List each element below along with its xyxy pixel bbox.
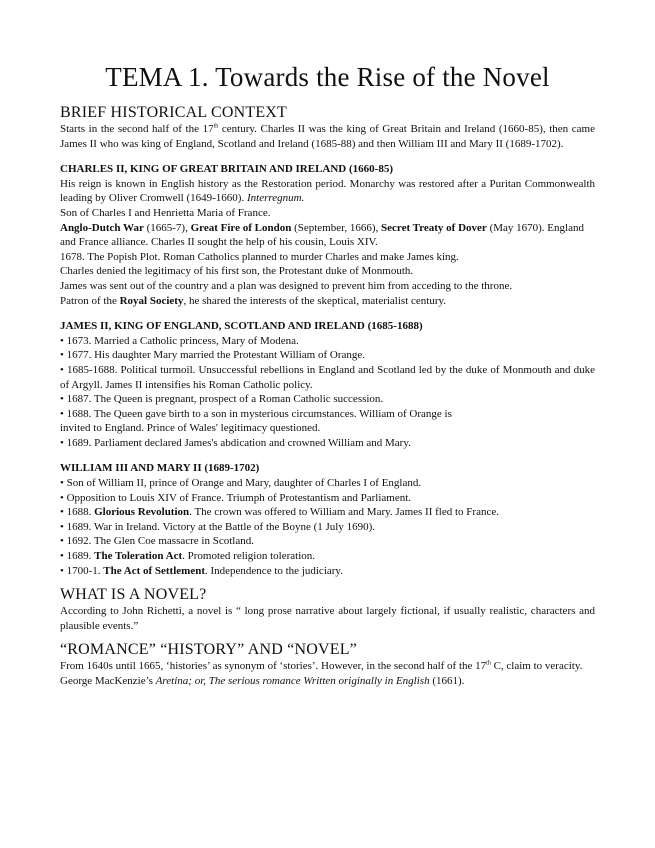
charles-line-3-text-1: (1665-7), (143, 221, 191, 234)
novel-paragraph: According to John Richetti, a novel is “ long prose narrative about largely fictional, if usually realistic, characters and plausible events.” (60, 605, 595, 632)
romance-superscript: th (486, 660, 491, 667)
toleration-act-bold: The Toleration Act (94, 550, 183, 563)
william-bullet-7 (60, 564, 595, 579)
romance-paragraph-2 (60, 674, 595, 689)
romance-heading: “ROMANCE” “HISTORY” AND “NOVEL” (60, 641, 357, 659)
interregnum-italic: Interregnum. (246, 192, 305, 205)
charles-section (60, 162, 595, 308)
william-heading: WILLIAM III AND MARY II (1689-1702) (60, 462, 260, 475)
charles-line-1 (60, 177, 595, 206)
william-bullet-7-text-2: . Independence to the judiciary. (205, 564, 343, 577)
brief-superscript: th (213, 123, 219, 130)
romance-text-2: C, claim to veracity. (490, 660, 583, 673)
document-page (60, 60, 595, 689)
treaty-of-dover-bold: Secret Treaty of Dover (381, 221, 487, 234)
william-bullet-6 (60, 549, 595, 564)
charles-line-1-text: His reign is known in English history as the Restoration period. Monarchy was restored after a Puritan Commonwealth leading by Oliver Cromwell (1649-1660). (60, 177, 595, 205)
william-bullet-7-text-1: • 1700-1. (60, 564, 104, 577)
romance-section (60, 641, 595, 688)
james-bullet-1: • 1673. Married a Catholic princess, Mary of Modena. (60, 334, 299, 347)
james-heading: JAMES II, KING OF ENGLAND, SCOTLAND AND IRELAND (1685-1688) (60, 320, 423, 333)
william-section (60, 461, 595, 578)
william-bullet-6-text-2: . Promoted religion toleration. (182, 550, 316, 563)
james-bullet-5a: • 1688. The Queen gave birth to a son in mysterious circumstances. William of Orange is (60, 407, 452, 420)
novel-section (60, 586, 595, 633)
romance-p2-text-2: (1661). (429, 675, 465, 687)
william-bullet-1: • Son of William II, prince of Orange and Mary, daughter of Charles I of England. (60, 477, 422, 490)
james-bullet-4: • 1687. The Queen is pregnant, prospect of a Roman Catholic succession. (60, 393, 384, 406)
william-bullet-3-text-2: . The crown was offered to William and Mary. James II fled to France. (189, 506, 499, 519)
charles-line-4: 1678. The Popish Plot. Roman Catholics planned to murder Charles and make James king. (60, 250, 459, 263)
william-bullet-2: • Opposition to Louis XIV of France. Triumph of Protestantism and Parliament. (60, 491, 412, 504)
brief-text-2: century. Charles II was the king of Great Britain and Ireland (1660-85), then came James II who was king of England, Scotland and Ireland (1685-88) and then William III and Mary II (1689-1702). (60, 123, 595, 150)
charles-line-7-text-1: Patron of the (60, 294, 120, 307)
document-title: TEMA 1. Towards the Rise of the Novel (105, 62, 550, 92)
great-fire-bold: Great Fire of London (190, 221, 292, 234)
novel-heading: WHAT IS A NOVEL? (60, 586, 207, 604)
william-bullet-4: • 1689. War in Ireland. Victory at the Battle of the Boyne (1 July 1690). (60, 520, 376, 533)
brief-context-section (60, 104, 595, 151)
charles-line-3-text-3: (May 1670). England and France alliance. Charles II sought the help of his cousin, Louis XIV. (60, 221, 584, 249)
william-bullet-6-text-1: • 1689. (60, 550, 95, 563)
charles-line-3-text-2: (September, 1666), (291, 221, 382, 234)
william-bullet-3-text-1: • 1688. (60, 506, 95, 519)
act-of-settlement-bold: The Act of Settlement (103, 564, 205, 577)
charles-line-7-text-2: , he shared the interests of the skeptical, materialist century. (183, 294, 447, 307)
romance-p2-text-1: George MacKenzie’s (60, 675, 156, 687)
aretina-title-italic: Aretina; or, The serious romance Written originally in English (155, 675, 430, 687)
romance-text-1: From 1640s until 1665, ‘histories’ as synonym of ‘stories’. However, in the second half of the 17 (60, 660, 487, 673)
james-bullet-5b: invited to England. Prince of Wales' legitimacy questioned. (60, 422, 321, 435)
charles-line-5: Charles denied the legitimacy of his first son, the Protestant duke of Monmouth. (60, 265, 414, 278)
charles-line-3 (60, 221, 595, 250)
charles-line-7 (60, 294, 595, 309)
brief-text-1: Starts in the second half of the 17 (60, 123, 214, 135)
brief-context-paragraph (60, 122, 595, 151)
anglo-dutch-war-bold: Anglo-Dutch War (60, 221, 144, 234)
charles-heading: CHARLES II, KING OF GREAT BRITAIN AND IRELAND (1660-85) (60, 163, 393, 176)
brief-context-heading: BRIEF HISTORICAL CONTEXT (60, 104, 288, 121)
charles-line-6: James was sent out of the country and a plan was designed to prevent him from acceding to the throne. (60, 279, 513, 292)
james-bullet-3: • 1685-1688. Political turmoil. Unsuccessful rebellions in England and Scotland led by the duke of Monmouth and duke of Argyll. James II intensifies his Roman Catholic policy. (60, 363, 595, 391)
charles-line-2: Son of Charles I and Henrietta Maria of France. (60, 206, 271, 219)
romance-paragraph-1 (60, 659, 595, 674)
glorious-revolution-bold: Glorious Revolution (94, 506, 190, 519)
william-bullet-5: • 1692. The Glen Coe massacre in Scotland. (60, 535, 254, 548)
james-bullet-6: • 1689. Parliament declared James's abdication and crowned William and Mary. (60, 436, 411, 449)
james-bullet-2: • 1677. His daughter Mary married the Protestant William of Orange. (60, 349, 366, 362)
william-bullet-3 (60, 505, 595, 520)
james-section (60, 319, 595, 450)
royal-society-bold: Royal Society (119, 294, 184, 307)
